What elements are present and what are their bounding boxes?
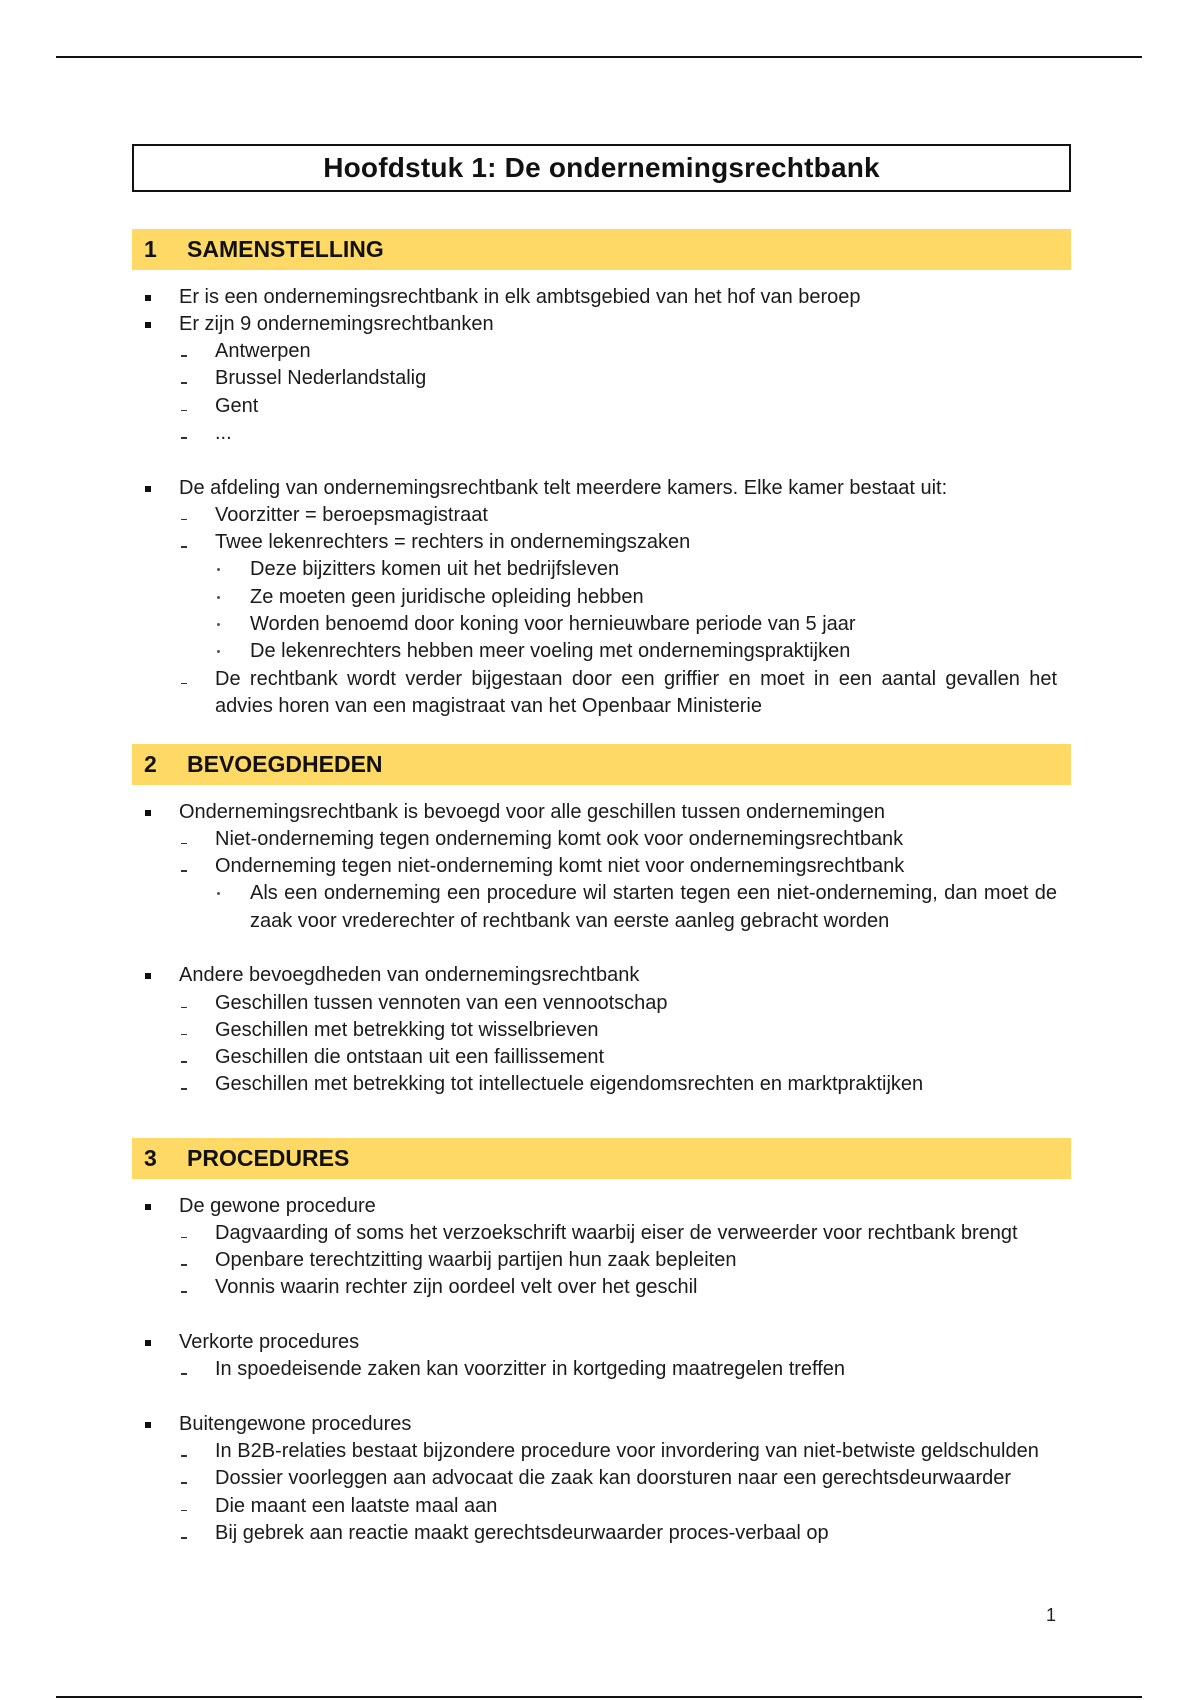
sub-list-item (132, 365, 1071, 392)
bullet-dash-icon (181, 870, 187, 872)
sub-list-item (132, 1438, 1071, 1465)
bullet-dash-icon (181, 1373, 187, 1375)
chapter-title: Hoofdstuk 1: De ondernemingsrechtbank (323, 152, 880, 183)
bullet-square-icon (145, 973, 151, 979)
list-item (132, 1193, 1071, 1220)
sub-list-item (132, 1356, 1071, 1383)
sub-list-item (132, 666, 1071, 721)
section-number: 2 (144, 751, 157, 777)
list-item-text: Antwerpen (215, 340, 311, 363)
bullet-dot-icon (217, 623, 220, 626)
sub-list-item (132, 1247, 1071, 1274)
list-item-text: Openbare terechtzitting waarbij partijen hun zaak bepleiten (215, 1249, 737, 1272)
bullet-dash-icon (181, 1510, 187, 1512)
list-item-text: Niet-onderneming tegen onderneming komt ook voor ondernemingsrechtbank (215, 827, 904, 850)
list-item (132, 799, 1071, 826)
list-item-text: Worden benoemd door koning voor hernieuwbare periode van 5 jaar (250, 613, 856, 636)
bullet-group (132, 475, 1071, 721)
bullet-square-icon (145, 322, 151, 328)
bullet-dash-icon (181, 1264, 187, 1266)
list-item-text: Deze bijzitters komen uit het bedrijfsleven (250, 558, 620, 581)
bullet-square-icon (145, 295, 151, 301)
list-item-text: Andere bevoegdheden van ondernemingsrechtbank (179, 964, 640, 987)
bullet-group (132, 1193, 1071, 1302)
bullet-group (132, 799, 1071, 935)
bullet-dash-icon (181, 683, 187, 685)
bullet-dot-icon (217, 650, 220, 653)
list-item-text: Geschillen die ontstaan uit een faillissement (215, 1046, 605, 1069)
list-item-text: Onderneming tegen niet-onderneming komt niet voor ondernemingsrechtbank (215, 855, 905, 878)
sub-sub-list-item (132, 556, 1071, 583)
bullet-dot-icon (217, 892, 220, 895)
bullet-dash-icon (181, 1034, 187, 1036)
list-item-text: Dagvaarding of soms het verzoekschrift waarbij eiser de verweerder voor rechtbank brengt (215, 1221, 1018, 1244)
list-item-text: Ondernemingsrechtbank is bevoegd voor alle geschillen tussen ondernemingen (179, 800, 885, 823)
sub-list-item (132, 1493, 1071, 1520)
bullet-dash-icon (181, 1482, 187, 1484)
list-item-text: In spoedeisende zaken kan voorzitter in kortgeding maatregelen treffen (215, 1358, 846, 1381)
sub-sub-list-item (132, 638, 1071, 665)
section-heading-bar (132, 229, 1071, 270)
bullet-dot-icon (217, 596, 220, 599)
bullet-dot-icon (217, 568, 220, 571)
list-item-text: De afdeling van ondernemingsrechtbank telt meerdere kamers. Elke kamer bestaat uit: (179, 476, 948, 499)
section-number: 3 (144, 1145, 157, 1171)
sub-list-item (132, 1274, 1071, 1301)
list-item-text: Voorzitter = beroepsmagistraat (215, 503, 488, 526)
bullet-square-icon (145, 1340, 151, 1346)
list-item (132, 1329, 1071, 1356)
sub-sub-list-item (132, 611, 1071, 638)
bullet-group (132, 1411, 1071, 1547)
section-heading: BEVOEGDHEDEN (187, 751, 383, 777)
list-item-text: Geschillen tussen vennoten van een vennootschap (215, 991, 668, 1014)
sub-sub-list-item (132, 584, 1071, 611)
sub-list-item (132, 420, 1071, 447)
sub-list-item (132, 529, 1071, 556)
list-item-text: Brussel Nederlandstalig (215, 367, 427, 390)
list-item-text: In B2B-relaties bestaat bijzondere procedure voor invordering van niet-betwiste geldschulden (215, 1440, 1039, 1463)
section-number: 1 (144, 236, 157, 262)
list-item (132, 475, 1071, 502)
sub-list-item (132, 826, 1071, 853)
sub-list-item (132, 338, 1071, 365)
list-item (132, 311, 1071, 338)
bullet-dash-icon (181, 382, 187, 384)
section-body (132, 799, 1071, 1099)
sub-sub-list-item (132, 880, 1071, 935)
list-item-text: Dossier voorleggen aan advocaat die zaak kan doorsturen naar een gerechtsdeurwaarder (215, 1467, 1012, 1490)
header-rule (56, 56, 1142, 58)
section-procedures (132, 1138, 1071, 1547)
bullet-group (132, 1329, 1071, 1384)
bullet-dash-icon (181, 1455, 187, 1457)
section-samenstelling (132, 229, 1071, 720)
sub-list-item (132, 1044, 1071, 1071)
section-heading: SAMENSTELLING (187, 236, 384, 262)
bullet-dash-icon (181, 355, 187, 357)
list-item-text: Buitengewone procedures (179, 1412, 412, 1435)
list-item-text: De lekenrechters hebben meer voeling met ondernemingspraktijken (250, 640, 851, 663)
section-heading: PROCEDURES (187, 1145, 350, 1171)
sub-list-item (132, 990, 1071, 1017)
list-item-text: Gent (215, 394, 259, 417)
sub-list-item (132, 1520, 1071, 1547)
bullet-dash-icon (181, 843, 187, 845)
page-number: 1 (1046, 1605, 1057, 1625)
list-item-text: Geschillen met betrekking tot wisselbrieven (215, 1018, 599, 1041)
bullet-dash-icon (181, 1537, 187, 1539)
list-item-text: De gewone procedure (179, 1194, 376, 1217)
footer-rule (56, 1696, 1142, 1698)
list-item-text: ... (215, 421, 232, 444)
bullet-dash-icon (181, 1291, 187, 1293)
section-heading-bar (132, 1138, 1071, 1179)
bullet-square-icon (145, 1204, 151, 1210)
bullet-dash-icon (181, 1088, 187, 1090)
list-item-text: Ze moeten geen juridische opleiding hebben (250, 585, 644, 608)
list-item-text: Twee lekenrechters = rechters in ondernemingszaken (215, 531, 691, 554)
chapter-title-box (132, 144, 1071, 192)
list-item-text: Er zijn 9 ondernemingsrechtbanken (179, 312, 494, 335)
bullet-square-icon (145, 1422, 151, 1428)
bullet-dash-icon (181, 546, 187, 548)
section-body (132, 1193, 1071, 1548)
list-item-text: Vonnis waarin rechter zijn oordeel velt over het geschil (215, 1276, 698, 1299)
bullet-dash-icon (181, 519, 187, 521)
bullet-dash-icon (181, 1007, 187, 1009)
bullet-dash-icon (181, 1237, 187, 1239)
sub-list-item (132, 853, 1071, 880)
sub-list-item (132, 393, 1071, 420)
bullet-dash-icon (181, 1061, 187, 1063)
list-item (132, 1411, 1071, 1438)
bullet-dash-icon (181, 437, 187, 439)
section-body (132, 284, 1071, 721)
sub-list-item (132, 1220, 1071, 1247)
bullet-square-icon (145, 486, 151, 492)
sub-list-item (132, 1465, 1071, 1492)
list-item-text: De rechtbank wordt verder bijgestaan door een griffier en moet in een aantal gevallen het advies horen van een magistraat van het Openbaar Ministerie (215, 667, 1057, 717)
list-item-text: Geschillen met betrekking tot intellectuele eigendomsrechten en marktpraktijken (215, 1073, 924, 1096)
list-item-text: Bij gebrek aan reactie maakt gerechtsdeurwaarder proces-verbaal op (215, 1522, 829, 1545)
bullet-group (132, 962, 1071, 1098)
sub-list-item (132, 502, 1071, 529)
section-heading-bar (132, 744, 1071, 785)
list-item (132, 284, 1071, 311)
sub-list-item (132, 1017, 1071, 1044)
list-item-text: Die maant een laatste maal aan (215, 1494, 498, 1517)
sub-list-item (132, 1071, 1071, 1098)
list-item (132, 962, 1071, 989)
list-item-text: Verkorte procedures (179, 1330, 360, 1353)
bullet-square-icon (145, 810, 151, 816)
list-item-text: Er is een ondernemingsrechtbank in elk ambtsgebied van het hof van beroep (179, 285, 861, 308)
bullet-group (132, 284, 1071, 448)
list-item-text: Als een onderneming een procedure wil starten tegen een niet-onderneming, dan moet de zaak voor vrederechter of rechtbank van eerste aanleg gebracht worden (250, 882, 1057, 932)
section-bevoegdheden (132, 744, 1071, 1099)
bullet-dash-icon (181, 410, 187, 412)
